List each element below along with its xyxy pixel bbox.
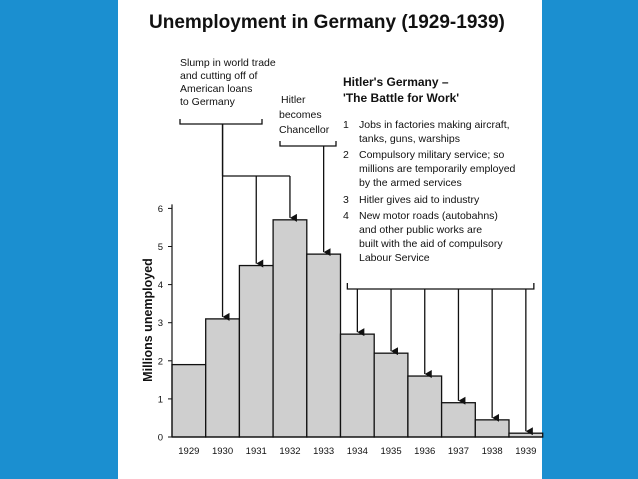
y-tick-label-5: 5 xyxy=(157,242,163,253)
x-tick-label-1937: 1937 xyxy=(447,446,470,457)
x-tick-label-1931: 1931 xyxy=(245,446,267,457)
battle-item-4-num: 4 xyxy=(343,210,349,222)
bar-1937 xyxy=(442,403,476,437)
battle-bracket xyxy=(347,283,533,289)
y-tick-label-0: 0 xyxy=(157,432,163,444)
y-tick-label-2: 2 xyxy=(157,356,163,368)
battle-annotation xyxy=(343,75,516,264)
hitler-annotation xyxy=(279,94,330,136)
y-tick-label-4: 4 xyxy=(157,280,163,292)
battle-heading-2: 'The Battle for Work' xyxy=(343,91,460,105)
y-tick-label-6: 6 xyxy=(157,203,163,215)
hitler-bracket xyxy=(280,141,336,146)
y-axis-label: Millions unemployed xyxy=(141,258,155,382)
battle-item-4-line-2: and other public works are xyxy=(359,224,483,236)
bar-1936 xyxy=(408,376,442,437)
slump-line-2: and cutting off of xyxy=(180,70,258,82)
x-tick-label-1935: 1935 xyxy=(380,446,402,457)
x-tick-label-1934: 1934 xyxy=(346,446,368,457)
x-ticks-group xyxy=(178,446,536,457)
x-tick-label-1939: 1939 xyxy=(515,446,537,457)
hitler-line-1: Hitler xyxy=(281,94,306,106)
battle-item-4-line-3: built with the aid of compulsory xyxy=(359,238,503,250)
x-tick-label-1929: 1929 xyxy=(178,446,200,457)
battle-heading-1: Hitler's Germany – xyxy=(343,75,449,89)
bar-1935 xyxy=(374,353,408,437)
battle-item-2-num: 2 xyxy=(343,149,349,161)
battle-item-2-line-1: Compulsory military service; so xyxy=(359,149,505,161)
bar-1932 xyxy=(273,220,307,437)
bar-1934 xyxy=(341,334,375,437)
battle-item-4-line-1: New motor roads (autobahns) xyxy=(359,210,498,222)
battle-item-4-line-4: Labour Service xyxy=(359,252,430,264)
battle-item-1-num: 1 xyxy=(343,119,349,131)
chart-title: Unemployment in Germany (1929-1939) xyxy=(149,12,505,33)
bar-1931 xyxy=(239,266,273,437)
bar-1933 xyxy=(307,254,341,437)
slump-line-1: Slump in world trade xyxy=(180,57,276,69)
battle-item-3-line-1: Hitler gives aid to industry xyxy=(359,194,480,206)
bar-1938 xyxy=(475,420,509,437)
battle-item-1-line-1: Jobs in factories making aircraft, xyxy=(359,119,510,131)
x-tick-label-1936: 1936 xyxy=(414,446,436,457)
x-tick-label-1933: 1933 xyxy=(313,446,335,457)
x-tick-label-1932: 1932 xyxy=(279,446,301,457)
y-tick-label-1: 1 xyxy=(157,394,163,406)
x-tick-label-1938: 1938 xyxy=(481,446,503,457)
slump-line-3: American loans xyxy=(180,83,253,95)
battle-item-3-num: 3 xyxy=(343,194,349,206)
bar-1929 xyxy=(172,365,206,437)
battle-item-1-line-2: tanks, guns, warships xyxy=(359,133,460,145)
y-tick-label-3: 3 xyxy=(157,318,163,330)
slump-annotation xyxy=(180,57,276,108)
hitler-line-3: Chancellor xyxy=(279,124,330,136)
battle-item-2-line-3: by the armed services xyxy=(359,177,462,189)
x-tick-label-1930: 1930 xyxy=(211,446,234,457)
slump-line-4: to Germany xyxy=(180,96,235,108)
y-ticks-group xyxy=(158,204,172,444)
hitler-line-2: becomes xyxy=(279,109,322,121)
battle-item-2-line-2: millions are temporarily employed xyxy=(359,163,516,175)
slump-bracket xyxy=(180,119,262,124)
bar-1930 xyxy=(206,319,240,437)
